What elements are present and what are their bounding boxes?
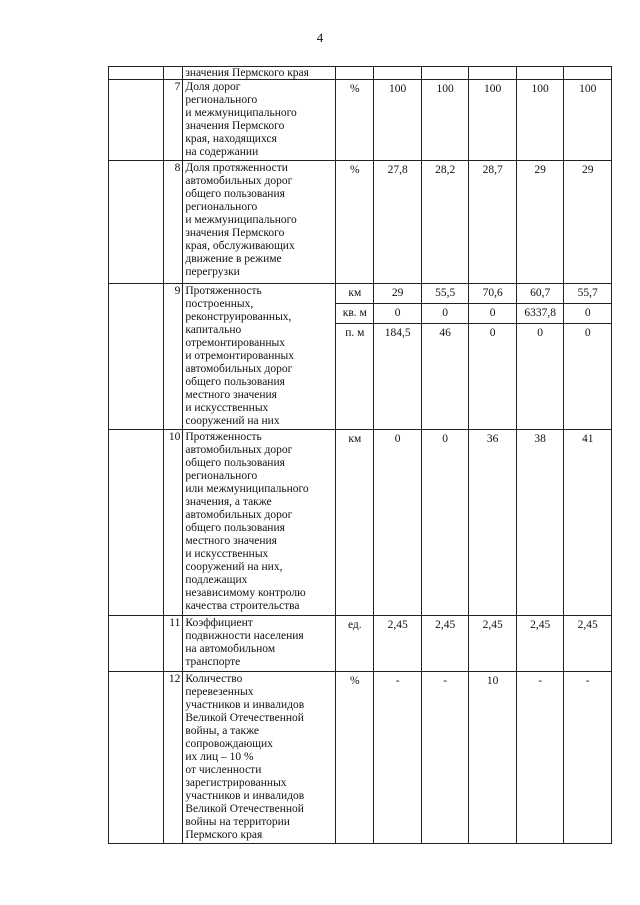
page-number: 4 (316, 30, 324, 45)
value-cell: 41 (564, 430, 612, 616)
value-cell: 100 (564, 80, 612, 161)
indicator-name: Доля дорог регионального и межмуниципального значения Пермского края, находящихся на содержании (183, 80, 336, 161)
indicator-name: Протяженность автомобильных дорог общего пользования регионального или межмуниципального значения, а также автомобильных дорог общего пользования местного значения и искусственных сооружений на них, подлежащих независимому контролю качества строительства (183, 430, 336, 616)
value-cell: 100 (516, 80, 564, 161)
value-cell (469, 67, 517, 80)
value-cell: 2,45 (469, 616, 517, 672)
unit-cell: % (336, 161, 374, 284)
value-cell (421, 67, 469, 80)
value: 0 (374, 304, 421, 324)
value-cell: - (374, 672, 422, 844)
value-cell: 0 (421, 430, 469, 616)
indicator-name: Протяженность построенных, реконструированных, капитально отремонтированных и отремонтированных автомобильных дорог общего пользования местного значения и искусственных сооружений на них (183, 284, 336, 430)
value: 0 (537, 327, 544, 339)
value-cell: 27,8 (374, 161, 422, 284)
value: 29 (374, 284, 421, 304)
value-cell: 100 (421, 80, 469, 161)
value: 6337,8 (517, 304, 564, 324)
value-cell (421, 284, 469, 430)
table-row (109, 616, 612, 672)
blank-cell (109, 284, 164, 430)
value-cell (469, 284, 517, 430)
value-cell: - (564, 672, 612, 844)
value-cell (516, 67, 564, 80)
value-cell: 36 (469, 430, 517, 616)
unit-cell (336, 67, 374, 80)
value-cell (374, 284, 422, 430)
table-row (109, 67, 612, 80)
value-cell: 2,45 (374, 616, 422, 672)
indicator-name: Коэффициент подвижности населения на автомобильном транспорте (183, 616, 336, 672)
row-number (163, 67, 183, 80)
blank-cell (109, 430, 164, 616)
table-row (109, 672, 612, 844)
value-cell: - (421, 672, 469, 844)
value: 0 (584, 327, 591, 339)
table-row (109, 284, 612, 430)
unit-cell: % (336, 672, 374, 844)
value-cell (516, 284, 564, 430)
row-number: 9 (163, 284, 183, 430)
indicator-name: Доля протяженности автомобильных дорог общего пользования регионального и межмуниципального значения Пермского края, обслуживающих движение в режиме перегрузки (183, 161, 336, 284)
table-row (109, 430, 612, 616)
value: 0 (564, 304, 611, 324)
indicator-name: Количество перевезенных участников и инвалидов Великой Отечественной войны, а также сопровождающих их лиц – 10 % от численности зарегистрированных участников и инвалидов Великой Отечественной войны на территории Пермского края (183, 672, 336, 844)
value-cell: 100 (374, 80, 422, 161)
value-cell: 29 (564, 161, 612, 284)
value: 0 (489, 327, 496, 339)
indicators-table (108, 66, 612, 844)
value-cell: 29 (516, 161, 564, 284)
unit: км (336, 284, 373, 304)
row-number: 10 (163, 430, 183, 616)
unit-cell: км (336, 430, 374, 616)
value: 55,5 (422, 284, 469, 304)
value-cell: - (516, 672, 564, 844)
unit: кв. м (336, 304, 373, 324)
indicator-name: значения Пермского края (183, 67, 336, 80)
unit-cell: % (336, 80, 374, 161)
unit: п. м (345, 327, 365, 339)
row-number: 8 (163, 161, 183, 284)
row-number: 12 (163, 672, 183, 844)
blank-cell (109, 672, 164, 844)
value-cell (374, 67, 422, 80)
value-cell (564, 284, 612, 430)
value: 70,6 (469, 284, 516, 304)
value-cell: 2,45 (564, 616, 612, 672)
blank-cell (109, 67, 164, 80)
blank-cell (109, 161, 164, 284)
value-cell: 100 (469, 80, 517, 161)
value: 184,5 (384, 327, 411, 339)
value: 55,7 (564, 284, 611, 304)
value: 0 (469, 304, 516, 324)
value-cell: 2,45 (421, 616, 469, 672)
table-row (109, 161, 612, 284)
value: 60,7 (517, 284, 564, 304)
unit-cell (336, 284, 374, 430)
blank-cell (109, 616, 164, 672)
value-cell: 38 (516, 430, 564, 616)
value: 46 (439, 327, 451, 339)
value-cell: 2,45 (516, 616, 564, 672)
value-cell: 10 (469, 672, 517, 844)
value-cell (564, 67, 612, 80)
value: 0 (422, 304, 469, 324)
unit-cell: ед. (336, 616, 374, 672)
value-cell: 28,7 (469, 161, 517, 284)
value-cell: 0 (374, 430, 422, 616)
row-number: 7 (163, 80, 183, 161)
table-row (109, 80, 612, 161)
row-number: 11 (163, 616, 183, 672)
value-cell: 28,2 (421, 161, 469, 284)
blank-cell (109, 80, 164, 161)
